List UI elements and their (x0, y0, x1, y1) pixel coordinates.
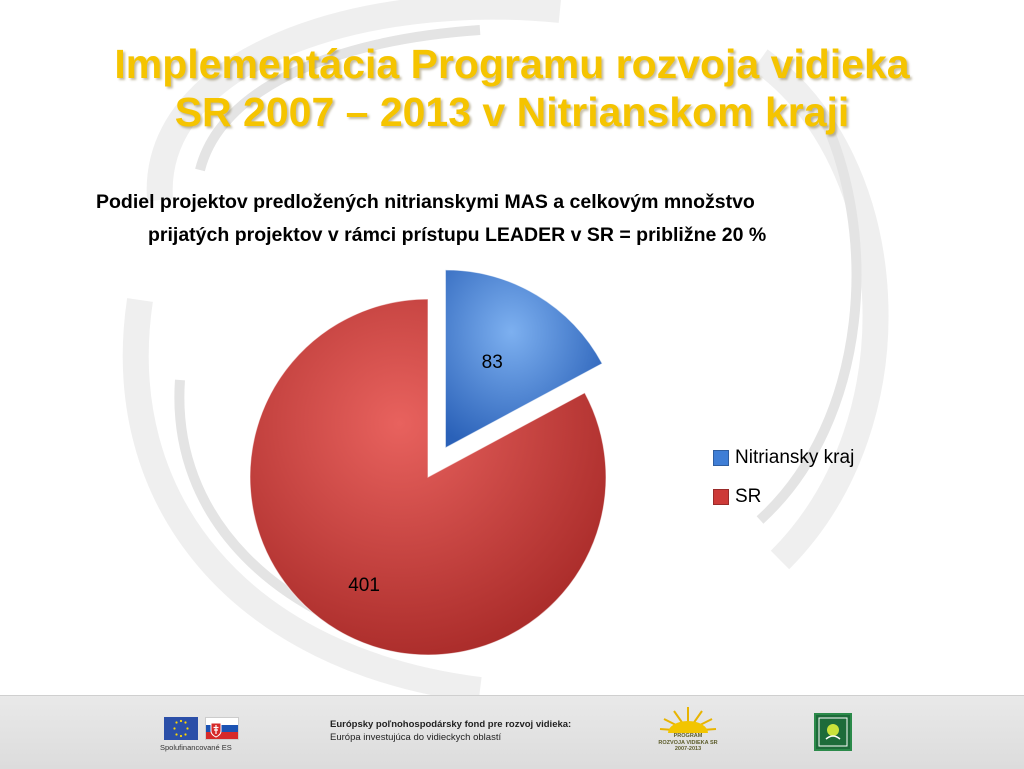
fund-text (330, 718, 571, 744)
leader-logo-icon (814, 713, 852, 751)
program-line-1: PROGRAM (673, 733, 703, 739)
eu-flag-icon (164, 717, 198, 740)
cofinanced-text: Spolufinancované ES (160, 743, 232, 752)
fund-line-1: Európsky poľnohospodársky fond pre rozvoj vidieka: (330, 719, 572, 730)
fund-line-2: Európa investujúca do vidieckych oblastí (330, 732, 502, 743)
legend-item-nitriansky (713, 444, 854, 472)
title-line-1: Implementácia Programu rozvoja vidieka (114, 41, 910, 87)
subtitle-line-1: Podiel projektov predložených nitrianskymi MAS a celkovým množstvo (96, 191, 755, 213)
subtitle-line-2: prijatých projektov v rámci prístupu LEADER v SR = približne 20 % (148, 224, 767, 246)
data-label-nitriansky: 83 (481, 351, 503, 373)
data-label-sr: 401 (348, 575, 380, 596)
footer-bar (0, 695, 1024, 769)
title-line-2: SR 2007 – 2013 v Nitrianskom kraji (174, 89, 850, 135)
program-line-2: ROZVOJA VIDIEKA SR (658, 739, 718, 746)
slovak-flag-icon (205, 717, 239, 740)
legend-item-sr (713, 483, 854, 511)
program-logo-text (640, 733, 736, 753)
legend-label-nitriansky: Nitriansky kraj (735, 447, 855, 468)
legend-label-sr: SR (735, 486, 762, 507)
program-line-3: 2007-2013 (674, 746, 702, 752)
chart-legend (713, 444, 854, 522)
legend-swatch-sr (713, 489, 729, 505)
legend-swatch-nitriansky (713, 450, 729, 466)
